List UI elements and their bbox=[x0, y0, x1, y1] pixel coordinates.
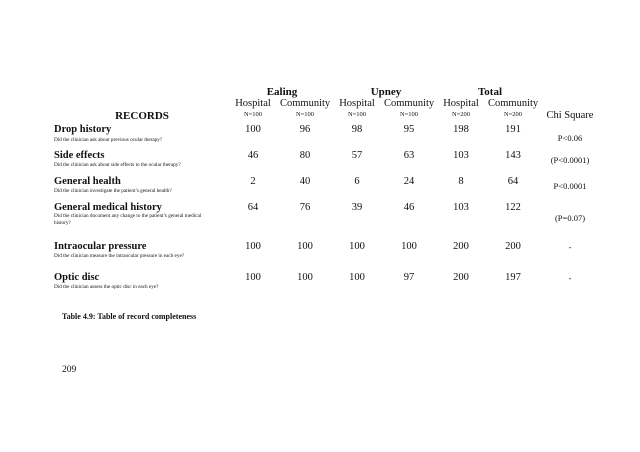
row-subtitle: Did the clinician ask about side effects to the ocular therapy? bbox=[54, 162, 181, 168]
column-sample-size: N=100 bbox=[243, 111, 263, 118]
table-cell: 197 bbox=[505, 272, 521, 283]
column-header: Community bbox=[384, 98, 435, 109]
table-cell: 198 bbox=[453, 124, 469, 135]
table-cell: 100 bbox=[297, 241, 313, 252]
column-header: Hospital bbox=[339, 98, 375, 109]
table-cell: 103 bbox=[453, 202, 469, 213]
chi-square-value: P<0.0001 bbox=[553, 181, 587, 191]
row-title: Optic disc bbox=[54, 272, 100, 283]
table-cell: 76 bbox=[299, 202, 311, 213]
table-cell: 6 bbox=[354, 176, 360, 187]
table-cell: 64 bbox=[507, 176, 519, 187]
row-subtitle: Did the clinician measure the intraocular pressure in each eye? bbox=[54, 253, 185, 259]
table-cell: 200 bbox=[453, 241, 469, 252]
group-header-ealing: Ealing bbox=[266, 86, 298, 98]
column-header: Community bbox=[280, 98, 331, 109]
table-cell: 46 bbox=[247, 150, 259, 161]
row-subtitle: Did the clinician assess the optic disc in each eye? bbox=[54, 284, 159, 290]
table-caption: Table 4.9: Table of record completeness bbox=[62, 312, 197, 321]
table-cell: 39 bbox=[351, 202, 363, 213]
table-cell: 63 bbox=[403, 150, 415, 161]
table-cell: 100 bbox=[349, 272, 365, 283]
row-title: Side effects bbox=[54, 150, 105, 161]
table-cell: 100 bbox=[245, 124, 261, 135]
row-title: Intraocular pressure bbox=[54, 241, 147, 252]
table-cell: 200 bbox=[505, 241, 521, 252]
table-cell: 8 bbox=[458, 176, 464, 187]
table-cell: 100 bbox=[245, 241, 261, 252]
table-cell: 40 bbox=[299, 176, 311, 187]
column-sample-size: N=100 bbox=[347, 111, 367, 118]
column-sample-size: N=200 bbox=[451, 111, 471, 118]
column-header: Hospital bbox=[235, 98, 271, 109]
table-cell: 96 bbox=[299, 124, 311, 135]
chi-square-header: Chi Square bbox=[546, 110, 594, 121]
table-cell: 95 bbox=[403, 124, 415, 135]
table-cell: 200 bbox=[453, 272, 469, 283]
table-cell: 64 bbox=[247, 202, 259, 213]
table-cell: 122 bbox=[505, 202, 521, 213]
column-header: Community bbox=[488, 98, 539, 109]
chi-square-value: - bbox=[568, 273, 572, 283]
table-cell: 97 bbox=[403, 272, 415, 283]
row-subtitle: Did the clinician document any change to the patient’s general medical history? bbox=[54, 213, 202, 226]
table-cell: 57 bbox=[351, 150, 363, 161]
table-cell: 80 bbox=[299, 150, 311, 161]
group-header-total: Total bbox=[477, 86, 503, 98]
table-cell: 100 bbox=[401, 241, 417, 252]
table-cell: 100 bbox=[349, 241, 365, 252]
table-cell: 143 bbox=[505, 150, 521, 161]
chi-square-value: - bbox=[568, 242, 572, 252]
records-header: RECORDS bbox=[115, 110, 169, 122]
column-sample-size: N=200 bbox=[503, 111, 523, 118]
table-cell: 46 bbox=[403, 202, 415, 213]
table-cell: 24 bbox=[403, 176, 415, 187]
group-header-upney: Upney bbox=[370, 86, 402, 98]
table-cell: 100 bbox=[297, 272, 313, 283]
row-subtitle: Did the clinician investigate the patient’s general health? bbox=[54, 188, 172, 194]
chi-square-value: (P=0.07) bbox=[554, 213, 586, 223]
chi-square-value: P<0.06 bbox=[557, 133, 583, 143]
table-cell: 2 bbox=[250, 176, 256, 187]
table-cell: 98 bbox=[351, 124, 363, 135]
row-title: General health bbox=[54, 176, 121, 187]
chi-square-value: (P<0.0001) bbox=[550, 155, 590, 165]
row-title: Drop history bbox=[54, 124, 112, 135]
table-cell: 100 bbox=[245, 272, 261, 283]
column-sample-size: N=100 bbox=[295, 111, 315, 118]
table-cell: 191 bbox=[505, 124, 521, 135]
row-subtitle: Did the clinician ask about previous ocular therapy? bbox=[54, 137, 163, 143]
column-header: Hospital bbox=[443, 98, 479, 109]
page-number: 209 bbox=[62, 365, 77, 375]
table-cell: 103 bbox=[453, 150, 469, 161]
column-sample-size: N=100 bbox=[399, 111, 419, 118]
row-title: General medical history bbox=[54, 202, 162, 213]
